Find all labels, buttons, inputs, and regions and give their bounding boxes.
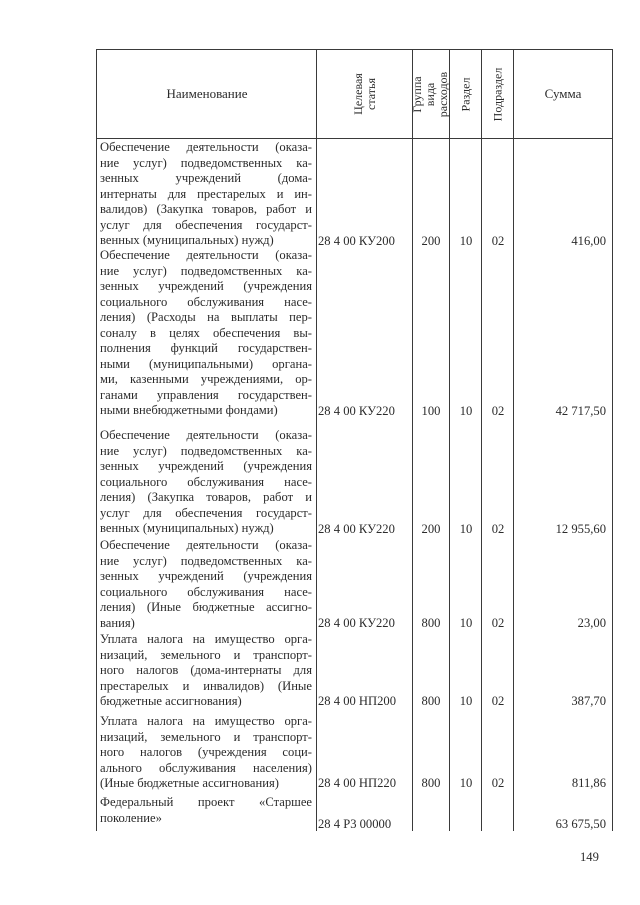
row-subsection: 02 <box>491 694 505 709</box>
row-description-line: зенных учреждений (учреждения <box>100 279 312 293</box>
row-description-line: интернаты для престарелых и ин- <box>100 186 312 201</box>
row-target-code: 28 4 00 НП220 <box>318 776 397 791</box>
header-target-cell <box>317 50 412 138</box>
row-section: 10 <box>459 616 473 630</box>
header-target: Целевая статья <box>350 73 378 115</box>
table-header-divider <box>96 138 613 139</box>
row-description-line: бюджетные ассигнования) <box>100 694 242 708</box>
row-description-line: поколение» <box>100 810 162 825</box>
row-description-line: соналу в целях обеспечения вы- <box>100 325 312 340</box>
row-description-line: Обеспечение деятельности (оказа- <box>100 428 312 442</box>
row-section: 10 <box>459 233 473 248</box>
row-description-line: социального обслуживания насе- <box>100 474 312 489</box>
row-subsection: 02 <box>491 776 505 791</box>
row-target-code: 28 4 00 КУ220 <box>318 616 395 630</box>
row-description-line: ми, казенными учреждениями, ор- <box>100 372 312 386</box>
row-sum: 12 955,60 <box>555 521 606 536</box>
row-section: 10 <box>459 776 473 791</box>
row-description <box>100 795 312 826</box>
row-description <box>100 538 312 631</box>
row-group: 800 <box>421 776 441 791</box>
row-description-line: низаций, земельного и транспорт- <box>100 729 312 744</box>
row-sum: 811,86 <box>571 776 606 791</box>
row-description-line: социального обслуживания насе- <box>100 584 312 599</box>
row-description <box>100 714 312 792</box>
row-description-line: Обеспечение деятельности (оказа- <box>100 248 312 262</box>
row-subsection: 02 <box>491 616 505 630</box>
row-description-line: ганами управления государствен- <box>100 387 312 402</box>
header-subsection-cell <box>482 50 513 138</box>
row-description-line: ными (муниципальными) органа- <box>100 356 312 371</box>
row-description-line: Уплата налога на имущество орга- <box>100 714 312 728</box>
row-description <box>100 632 312 710</box>
table-border-right <box>612 49 613 831</box>
row-description-line: венных (муниципальных) нужд) <box>100 233 274 247</box>
table-col-divider-1 <box>316 49 317 831</box>
row-description-line: зенных учреждений (дома- <box>100 171 312 185</box>
row-description <box>100 140 312 249</box>
row-description-line: валидов) (Закупка товаров, работ и <box>100 202 312 216</box>
row-subsection: 02 <box>491 404 505 418</box>
row-description-line: престарелых и инвалидов) (Иные <box>100 678 312 693</box>
table-col-divider-3 <box>449 49 450 831</box>
row-description-line: услуг для обеспечения государст- <box>100 505 312 520</box>
header-group-cell <box>410 50 451 138</box>
header-section: Раздел <box>458 77 473 111</box>
row-description-line: ления) (Закупка товаров, работ и <box>100 490 312 504</box>
row-target-code: 28 4 00 НП200 <box>318 694 397 709</box>
row-group: 800 <box>421 694 441 709</box>
row-description-line: полнения функций государствен- <box>100 341 312 355</box>
row-sum: 42 717,50 <box>555 404 606 418</box>
row-description-line: социального обслуживания насе- <box>100 294 312 309</box>
table-border-left <box>96 49 97 831</box>
table-col-divider-2 <box>412 49 413 831</box>
row-subsection: 02 <box>491 521 505 536</box>
page-number: 149 <box>580 850 599 864</box>
row-section: 10 <box>459 694 473 709</box>
row-description-line: Уплата налога на имущество орга- <box>100 632 312 646</box>
row-description-line: зенных учреждений (учреждения <box>100 459 312 473</box>
row-target-code: 28 4 00 КУ220 <box>318 521 395 536</box>
row-group: 200 <box>421 233 441 248</box>
table-col-divider-5 <box>513 49 514 831</box>
row-description-line: услуг для обеспечения государст- <box>100 217 312 232</box>
row-sum: 416,00 <box>571 233 606 248</box>
row-sum: 23,00 <box>577 616 606 630</box>
row-target-code: 28 4 00 КУ200 <box>318 233 395 248</box>
row-description-line: венных (муниципальных) нужд) <box>100 521 274 535</box>
header-name: Наименование <box>166 86 248 101</box>
row-description-line: ления) (Расходы на выплаты пер- <box>100 310 312 324</box>
header-section-cell <box>450 50 481 138</box>
row-description-line: Обеспечение деятельности (оказа- <box>100 140 312 154</box>
row-description-line: ального обслуживания населения) <box>100 760 312 775</box>
row-description-line: (Иные бюджетные ассигнования) <box>100 776 279 790</box>
row-description-line: ного налогов (дома-интернаты для <box>100 663 312 677</box>
row-description-line: вания) <box>100 615 135 630</box>
row-description-line: ние услуг) подведомственных ка- <box>100 263 312 278</box>
row-sum: 387,70 <box>571 694 606 709</box>
row-description-line: ние услуг) подведомственных ка- <box>100 155 312 170</box>
row-description-line: ного налогов (учреждения соци- <box>100 745 312 759</box>
row-description-line: низаций, земельного и транспорт- <box>100 647 312 662</box>
row-section: 10 <box>459 521 473 536</box>
row-subsection: 02 <box>491 233 505 248</box>
row-section: 10 <box>459 404 473 418</box>
header-sum: Сумма <box>544 86 582 101</box>
row-sum: 63 675,50 <box>555 816 606 831</box>
row-description-line: ными внебюджетными фондами) <box>100 403 278 417</box>
row-target-code: 28 4 00 КУ220 <box>318 404 395 418</box>
row-description-line: ления) (Иные бюджетные ассигно- <box>100 600 312 614</box>
table-col-divider-4 <box>481 49 482 831</box>
row-description-line: ние услуг) подведомственных ка- <box>100 553 312 568</box>
row-description-line: ние услуг) подведомственных ка- <box>100 443 312 458</box>
row-description <box>100 248 312 419</box>
row-description-line: Федеральный проект «Старшее <box>100 795 312 809</box>
row-group: 200 <box>421 521 441 536</box>
row-description <box>100 428 312 537</box>
row-target-code: 28 4 Р3 00000 <box>318 816 392 831</box>
header-group: Группа вида расходов <box>410 71 451 117</box>
row-group: 100 <box>421 404 441 418</box>
header-subsection: Подраздел <box>490 67 505 121</box>
row-group: 800 <box>421 616 441 630</box>
row-description-line: зенных учреждений (учреждения <box>100 569 312 583</box>
row-description-line: Обеспечение деятельности (оказа- <box>100 538 312 552</box>
